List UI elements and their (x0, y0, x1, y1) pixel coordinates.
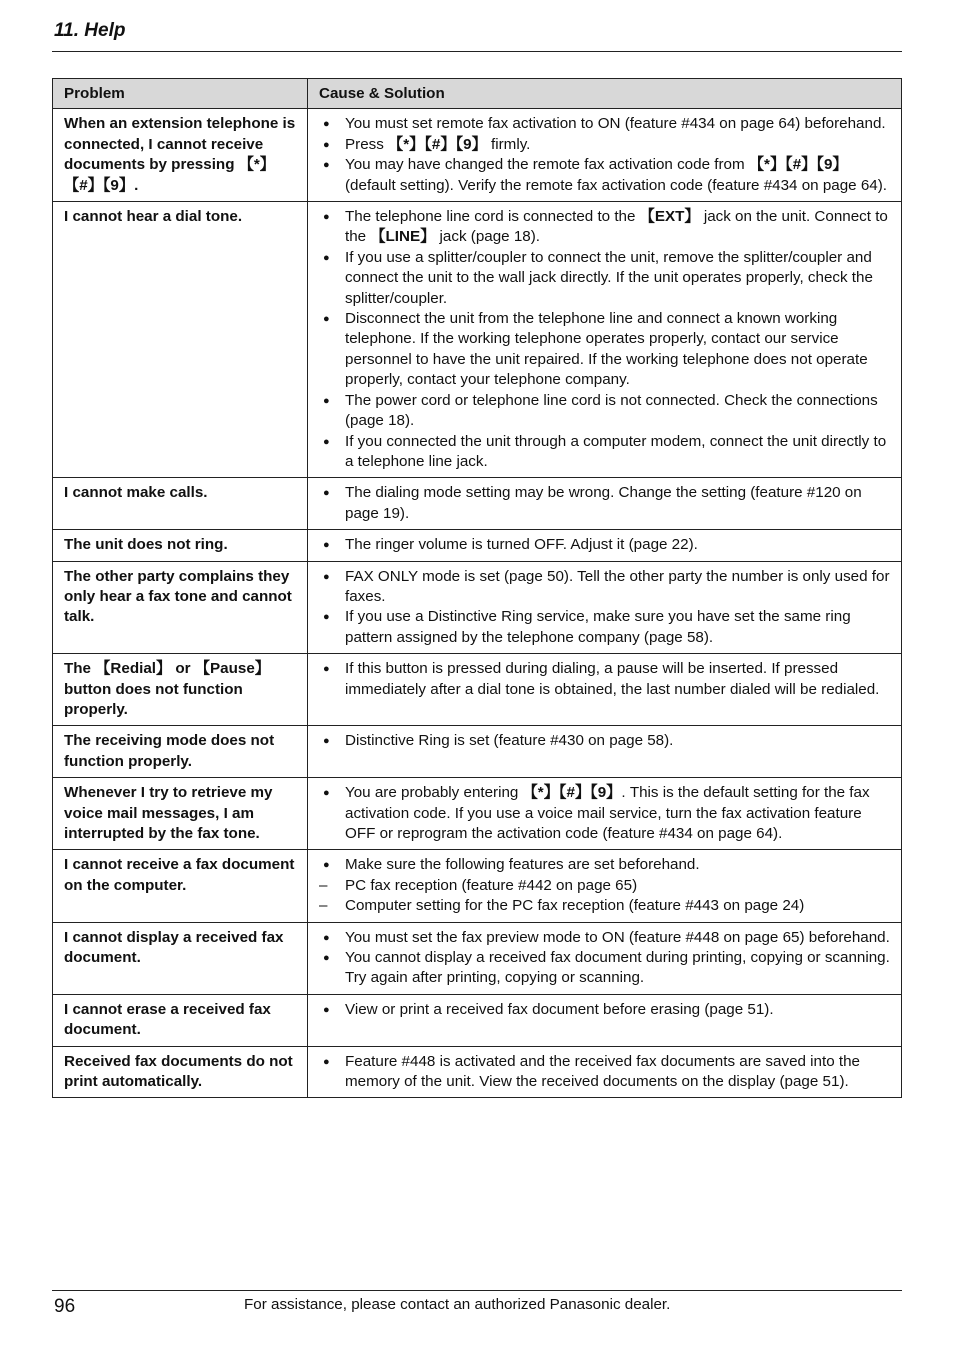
problem-cell: Whenever I try to retrieve my voice mail messages, I am interrupted by the fax tone. (53, 778, 308, 850)
cause-list (319, 1052, 891, 1093)
key-symbol: 【*】 (522, 784, 559, 802)
cause-item: ● If you connected the unit through a computer modem, connect the unit directly to a telephone line jack. (319, 432, 891, 473)
table-row (53, 1046, 902, 1098)
solution-cell (308, 478, 902, 530)
problem-cell: I cannot make calls. (53, 478, 308, 530)
table-row (53, 654, 902, 726)
solution-cell (308, 726, 902, 778)
key-symbol: 【9】 (816, 156, 848, 174)
cause-item: ● You must set the fax preview mode to ON (feature #448 on page 65) beforehand. (319, 928, 891, 948)
cause-item: ● View or print a received fax document before erasing (page 51). (319, 1000, 891, 1020)
cause-list (319, 783, 891, 844)
table-header-row (53, 79, 902, 109)
cause-item: ● Feature #448 is activated and the received fax documents are saved into the memory of the unit. View the received documents on the display (page 51). (319, 1052, 891, 1093)
cause-item: ● Distinctive Ring is set (feature #430 on page 58). (319, 731, 891, 751)
column-header-cause-solution: Cause & Solution (308, 79, 902, 109)
footer-note: For assistance, please contact an authorized Panasonic dealer. (244, 1296, 671, 1313)
problem-cell: When an extension telephone is connected, I cannot receive documents by pressing 【*】【#】【9】. (53, 109, 308, 202)
table-row (53, 202, 902, 478)
solution-cell (308, 994, 902, 1046)
key-symbol: 【Pause】 (194, 660, 270, 678)
table-row (53, 850, 902, 922)
key-symbol: 【#】 (424, 135, 456, 153)
table-row (53, 478, 902, 530)
footer-divider (52, 1290, 902, 1291)
table-row (53, 994, 902, 1046)
key-symbol: 【EXT】 (639, 208, 700, 226)
cause-item: ● The ringer volume is turned OFF. Adjust it (page 22). (319, 535, 891, 555)
troubleshooting-table (52, 78, 902, 1098)
key-symbol: 【LINE】 (370, 228, 436, 246)
problem-cell: The receiving mode does not function properly. (53, 726, 308, 778)
cause-item: ● If this button is pressed during dialing, a pause will be inserted. If pressed immediately after a dial tone is obtained, the last number dialed will be redialed. (319, 659, 891, 700)
solution-cell (308, 202, 902, 478)
cause-item: ● Disconnect the unit from the telephone line and connect a known working telephone. If the working telephone operates properly, contact our service personnel to have the unit repaired. If the working telephone does not operate properly, contact your telephone company. (319, 309, 891, 391)
key-symbol: 【*】 (748, 156, 786, 174)
solution-cell (308, 654, 902, 726)
problem-cell: I cannot erase a received fax document. (53, 994, 308, 1046)
solution-cell (308, 850, 902, 922)
cause-item: ● You cannot display a received fax document during printing, copying or scanning. Try again after printing, copying or scanning. (319, 948, 891, 989)
sub-item: – PC fax reception (feature #442 on page 65) (319, 876, 638, 894)
cause-item: ● You must set remote fax activation to ON (feature #434 on page 64) beforehand. (319, 114, 891, 134)
header-divider (52, 51, 902, 52)
table-row (53, 109, 902, 202)
problem-cell: I cannot display a received fax document. (53, 922, 308, 994)
key-symbol: 【#】 (64, 176, 103, 194)
cause-list (319, 535, 891, 555)
cause-list (319, 928, 891, 989)
table-row (53, 778, 902, 850)
cause-item: ● You are probably entering 【*】【#】【9】. This is the default setting for the fax activation code. If you use a voice mail service, turn the fax activation feature OFF or reprogram the activation code (feature #434 on page 64). (319, 783, 891, 844)
solution-cell (308, 1046, 902, 1098)
sub-item: – Computer setting for the PC fax reception (feature #443 on page 24) (319, 897, 805, 915)
cause-list (319, 659, 891, 700)
solution-cell (308, 109, 902, 202)
problem-cell: The other party complains they only hear a fax tone and cannot talk. (53, 561, 308, 654)
cause-list (319, 483, 891, 524)
cause-list (319, 855, 891, 875)
table-row (53, 726, 902, 778)
cause-item: ● If you use a splitter/coupler to connect the unit, remove the splitter/coupler and connect the unit to the wall jack directly. If the unit operates properly, check the splitter/coupler. (319, 248, 891, 309)
cause-item: ● The power cord or telephone line cord is not connected. Check the connections (page 18). (319, 391, 891, 432)
key-symbol: 【9】 (590, 784, 622, 802)
problem-cell: Received fax documents do not print automatically. (53, 1046, 308, 1098)
problem-cell: The 【Redial】 or 【Pause】 button does not function properly. (53, 654, 308, 726)
cause-item: ● If you use a Distinctive Ring service, make sure you have set the same ring pattern assigned by the telephone company (page 58). (319, 607, 891, 648)
cause-list (319, 567, 891, 649)
key-symbol: 【#】 (785, 156, 817, 174)
section-title: 11. Help (54, 20, 126, 41)
problem-cell: I cannot receive a fax document on the computer. (53, 850, 308, 922)
cause-item: ● The dialing mode setting may be wrong. Change the setting (feature #120 on page 19). (319, 483, 891, 524)
problem-cell: The unit does not ring. (53, 530, 308, 561)
key-symbol: 【*】 (238, 156, 275, 174)
problem-cell: I cannot hear a dial tone. (53, 202, 308, 478)
solution-cell (308, 778, 902, 850)
key-symbol: 【*】 (388, 135, 425, 153)
table-row (53, 530, 902, 561)
cause-list (319, 114, 891, 196)
cause-item: ● Press 【*】【#】【9】 firmly. (319, 135, 891, 155)
cause-item: ● You may have changed the remote fax activation code from 【*】【#】【9】 (default setting). Verify the remote fax activation code (feature #434 on page 64). (319, 155, 891, 196)
solution-cell (308, 561, 902, 654)
solution-cell (308, 530, 902, 561)
cause-list (319, 731, 891, 751)
key-symbol: 【9】 (455, 135, 487, 153)
page-number: 96 (54, 1296, 76, 1317)
cause-list (319, 207, 891, 472)
table-row (53, 922, 902, 994)
cause-item: ● Make sure the following features are set beforehand. (319, 855, 891, 875)
solution-cell (308, 922, 902, 994)
table-row (53, 561, 902, 654)
cause-list (319, 1000, 891, 1020)
key-symbol: 【9】 (102, 176, 135, 194)
cause-item: ● The telephone line cord is connected to the 【EXT】 jack on the unit. Connect to the 【LINE】 jack (page 18). (319, 207, 891, 248)
column-header-problem: Problem (53, 79, 308, 109)
sub-item-list (319, 876, 891, 917)
key-symbol: 【#】 (558, 784, 591, 802)
key-symbol: 【Redial】 (95, 660, 172, 678)
cause-item: ● FAX ONLY mode is set (page 50). Tell the other party the number is only used for faxes. (319, 567, 891, 608)
